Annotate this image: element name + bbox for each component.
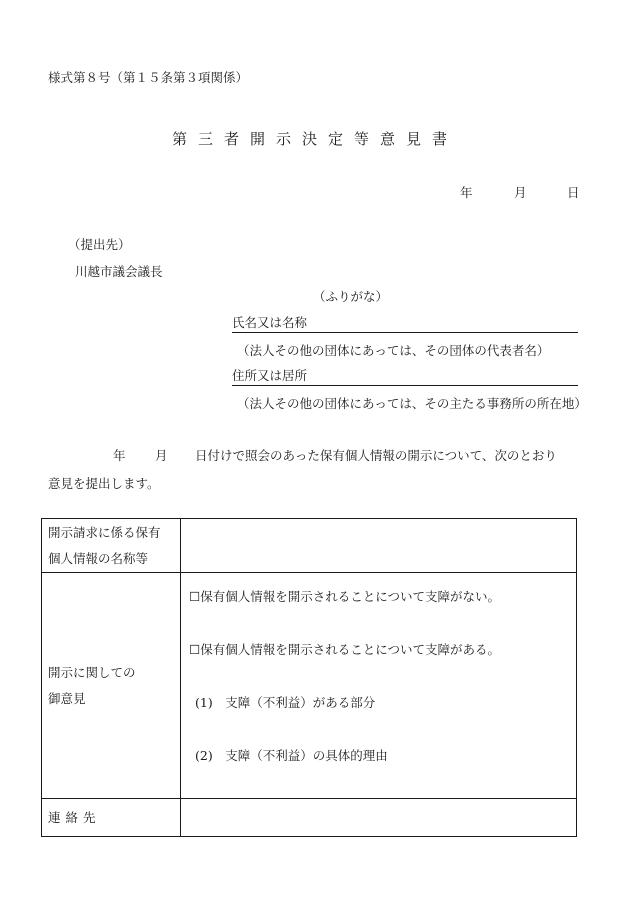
issue-part-label: (1) 支障（不利益）がある部分 (195, 695, 376, 710)
address-field-label: 住所又は居所 (232, 368, 308, 383)
opinion-label-line2: 御意見 (48, 690, 86, 706)
table-row-opinion (42, 573, 577, 799)
statement-text-line1: 日付けで照会のあった保有個人情報の開示について、次のとおり (195, 448, 557, 463)
table-row-document-name (42, 519, 577, 573)
address-note: （法人その他の団体にあっては、その主たる事務所の所在地） (237, 396, 587, 411)
date-month-label: 月 (514, 185, 527, 200)
contact-label: 連絡先 (42, 799, 181, 837)
document-name-label (42, 519, 181, 573)
no-issue-checkbox[interactable]: ☐保有個人情報を開示されることについて支障がない。 (189, 589, 500, 604)
contact-input[interactable] (181, 799, 577, 837)
addressee: 川越市議会議長 (75, 264, 163, 279)
opinion-label-line1: 開示に関しての (48, 664, 136, 680)
document-name-input[interactable] (181, 519, 577, 573)
address-field[interactable] (232, 366, 578, 386)
table-row-contact (42, 799, 577, 837)
form-number: 様式第８号（第１５条第３項関係） (48, 70, 249, 85)
date-year-label: 年 (460, 185, 473, 200)
statement-year: 年 (113, 448, 126, 463)
name-field[interactable] (232, 313, 578, 333)
document-name-label-line1: 開示請求に係る保有 (48, 524, 161, 540)
name-note: （法人その他の団体にあっては、その団体の代表者名） (237, 343, 550, 358)
date-day-label: 日 (567, 185, 580, 200)
addressee-label: （提出先） (68, 237, 131, 252)
name-field-label: 氏名又は名称 (232, 315, 308, 330)
opinion-label (42, 573, 181, 799)
document-name-label-line2: 個人情報の名称等 (48, 550, 149, 566)
issue-reason-label: (2) 支障（不利益）の具体的理由 (195, 748, 388, 763)
opinion-table (41, 518, 577, 837)
furigana-label: （ふりがな） (313, 289, 389, 304)
opinion-cell (181, 573, 577, 799)
statement-text-line2: 意見を提出します。 (48, 476, 160, 491)
page-title: 第三者開示決定等意見書 (171, 130, 458, 148)
issue-checkbox[interactable]: ☐保有個人情報を開示されることについて支障がある。 (189, 642, 500, 657)
statement-month: 月 (155, 448, 168, 463)
